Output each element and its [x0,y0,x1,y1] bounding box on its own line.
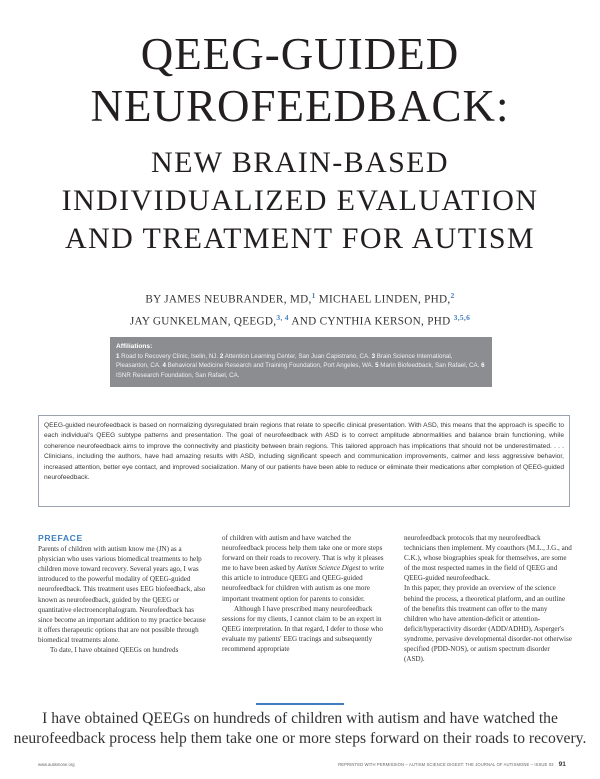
author-kerson: AND CYNTHIA KERSON, PHD [288,315,451,328]
subtitle-line-1: NEW BRAIN-BASED [151,146,449,179]
article-title [0,28,600,132]
body-column-2 [222,533,390,654]
body-column-1 [38,533,206,655]
affiliation-number: 1 [116,352,120,360]
author-superscript: 3,5,6 [453,312,471,322]
author-linden: MICHAEL LINDEN, PHD, [315,293,451,306]
author-superscript: 2 [450,291,455,300]
publication-title: Autism Science Digest [296,564,361,573]
affiliation-number: 3 [371,352,376,360]
author-superscript: 1 [311,291,316,300]
subtitle-line-2: INDIVIDUALIZED EVALUATION [61,184,539,217]
byline-line-1 [0,287,600,309]
affiliation-item: ISNR Research Foundation, San Rafael, CA. [116,371,240,379]
footer-credit [338,761,566,768]
title-line-1: QEEG-GUIDED [140,29,460,79]
body-text: of children with autism and have watched the neurofeedback process help them take one or more steps forward on their roads to recovery. That is why it pleases me to have been asked by [222,534,384,573]
body-paragraph: Parents of children with autism know me (JN) as a physician who uses various biomedical treatments to help children move toward recovery. Several years ago, I was introduced to the powerful modality of QEEG-guided neurofeedback. This treatment uses EEG biofeedback, also known as neurofeedback, guided by the QEEG or quantitative electroencephalogram. Neurofeedback has since become an important addition to my practice because it offers therapeutic options that are not possible through biomedical treatments alone. [38,545,206,644]
affiliation-number: 6 [481,362,485,369]
section-heading: PREFACE [38,533,83,543]
body-paragraph: In this paper, they provide an overview of the science behind the process, a theoretical platform, and an outline of the benefits this treatment can offer to the many children who have attention-deficit or attention-deficit/hyperactivity disorder (ADD/ADHD), Asperger's syndrome, pervasive developmental disorder-not otherwise specified (PDD-NOS), or autism spectrum disorder (ASD). [404,584,572,664]
affiliation-item: Behavioral Medicine Research and Training Foundation, Port Angeles, WA. [165,362,376,369]
affiliation-item: Marin Biofeedback, San Rafael, CA. [378,362,482,369]
author-byline [0,287,600,330]
pull-quote-line-2: neurofeedback process help them take one or more steps forward on their roads to recovery. [13,729,587,747]
body-paragraph [222,533,390,604]
footer-website-link[interactable]: www.autismone.org [38,762,75,767]
affiliation-number: 5 [375,362,379,369]
affiliation-item: Road to Recovery Clinic, Iselin, NJ. [119,352,220,360]
body-paragraph: neurofeedback protocols that my neurofeedback technicians then implement. My coauthors (M.L., J.G., and C.K.), whose biographies speak for themselves, are some of the most respected names in the field of QEEG and QEEG-guided neurofeedback. [404,534,572,583]
affiliation-number: 4 [162,362,166,369]
author-superscript: 3, 4 [276,312,289,322]
author-neubrander: BY JAMES NEUBRANDER, MD, [145,293,312,306]
affiliations-text [116,352,486,381]
affiliation-number: 2 [219,352,224,360]
body-column-3 [404,533,572,664]
pull-quote-line-1: I have obtained QEEGs on hundreds of children with autism and have watched the [42,710,558,727]
pull-quote [0,709,600,748]
affiliation-item: Brain Science International, Pleasanton, CA. [116,352,453,369]
author-gunkelman: JAY GUNKELMAN, QEEGD, [129,315,277,328]
byline-line-2 [0,309,600,331]
affiliation-item: Attention Learning Center, San Juan Capistrano, CA. [223,352,372,360]
affiliations-box [110,337,492,387]
subtitle-line-3: AND TREATMENT FOR AUTISM [64,222,536,255]
body-text: to write this article to introduce QEEG and QEEG-guided neurofeedback for children with autism as one more important treatment option for parents to consider. [222,564,384,603]
footer-credit-text: REPRINTED WITH PERMISSION – AUTISM SCIENCE DIGEST: THE JOURNAL OF AUTISMONE – ISSUE 03 [338,762,554,767]
body-paragraph: Although I have prescribed many neurofeedback sessions for my clients, I cannot claim to be an expert in QEEG interpretation. In that regard, I defer to those who evaluate my patients' EEG tracings and subsequently recommend appropriate [222,604,383,654]
abstract-box: QEEG-guided neurofeedback is based on normalizing dysregulated brain regions that relate to specific clinical presentation. With ASD, this means that the approach is specific to each individual's QEEG subtype patterns and presentation. The goal of neurofeedback with ASD is to correct amplitude abnormalities and balance brain functioning, while coherence neurofeedback aims to improve the connectivity and plasticity between brain regions. This tailored approach has implications that should not be underestimated. . . . Clinicians, including the authors, have had amazing results with ASD, including significant speech and communication improvements, calmer and less aggressive behavior, increased attention, better eye contact, and improved socialization. Many of our patients have been able to reduce or eliminate their medications after completion of QEEG-guided neurofeedback. [38,415,570,507]
page-number: 91 [558,761,566,768]
body-paragraph: To date, I have obtained QEEGs on hundreds [50,646,179,655]
title-line-2: NEUROFEEDBACK: [90,81,510,131]
article-subtitle [0,144,600,258]
affiliations-heading: Affiliations: [116,343,153,350]
pull-quote-divider [256,703,344,705]
